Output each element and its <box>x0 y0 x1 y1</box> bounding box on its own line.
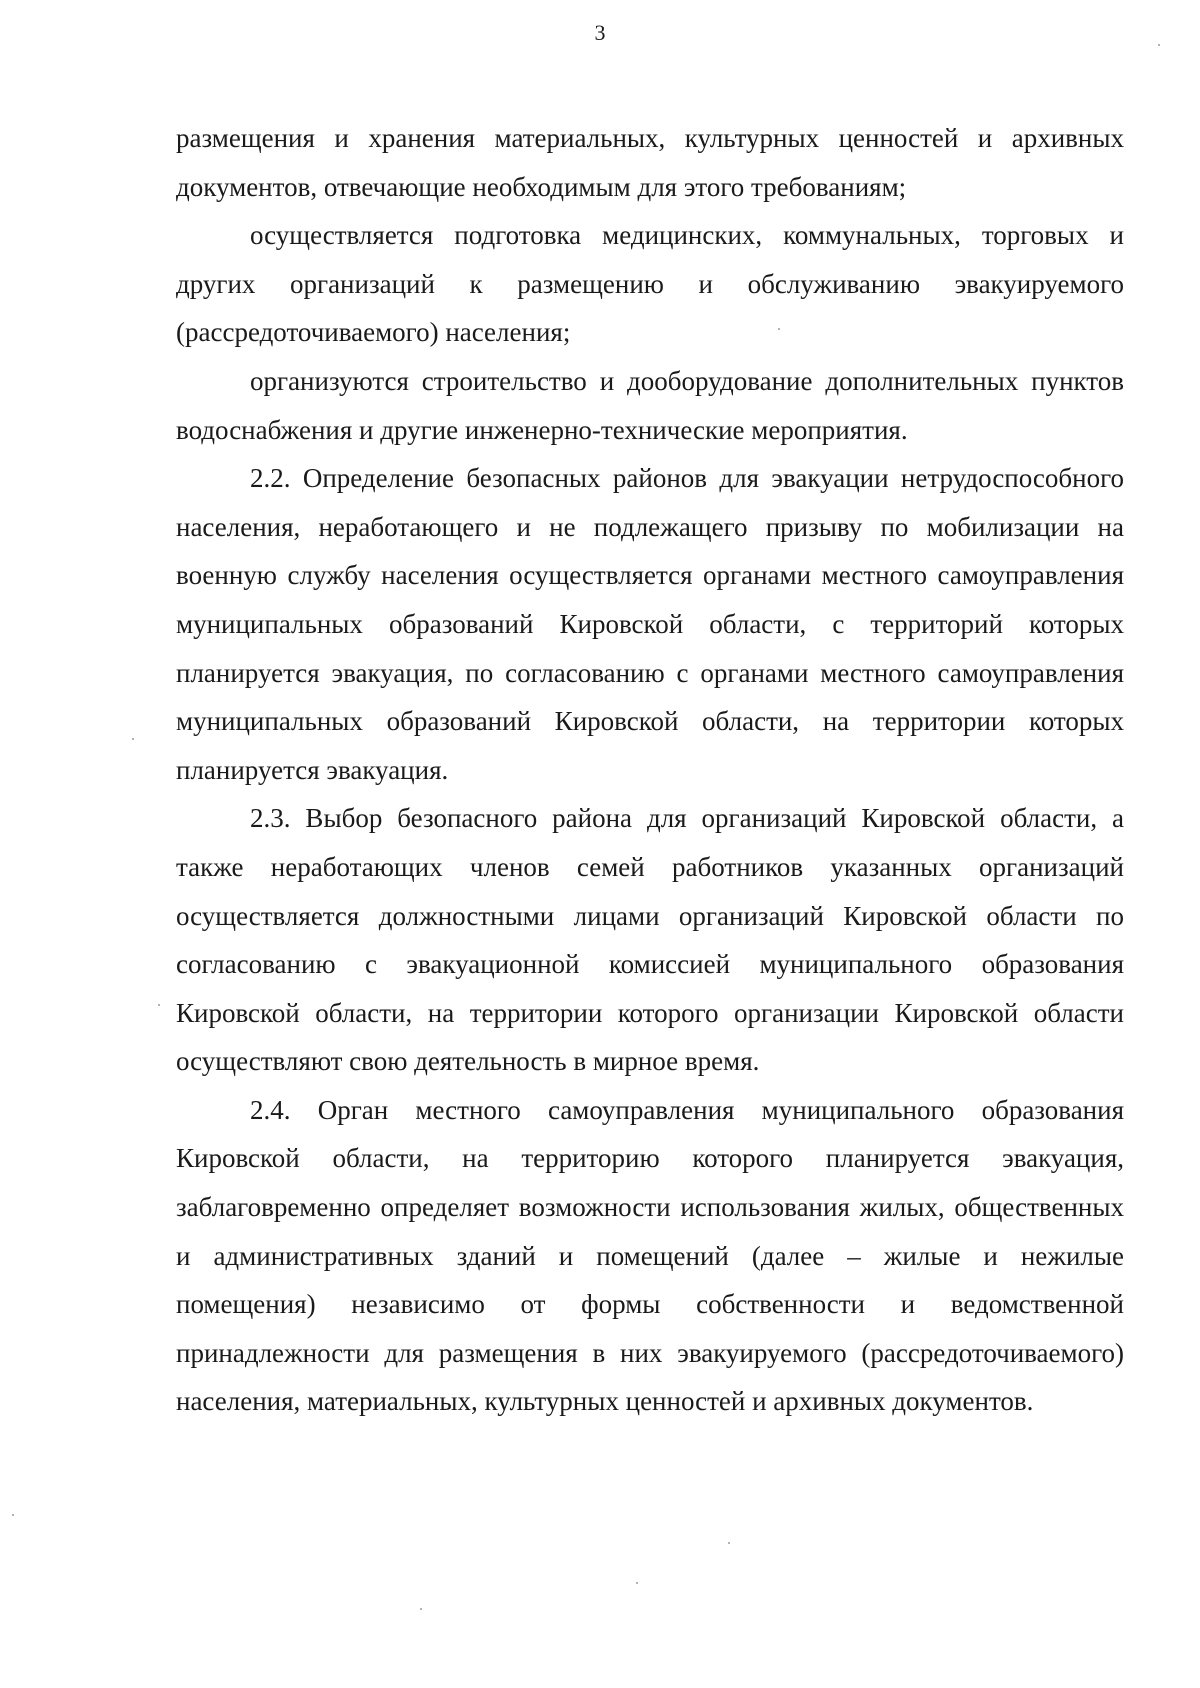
paragraph-water-supply: организуются строительство и дооборудование дополнительных пунктов водоснабжения и другие инженерно-технические мероприятия. <box>176 365 1124 445</box>
scan-speck <box>158 1004 160 1006</box>
paragraph-2-3: 2.3. Выбор безопасного района для организаций Кировской области, а также неработающих членов семей работников указанных организаций осуществляется должностными лицами организаций Кировской области по согласованию с эвакуационной комиссией муниципального образования Кировской области, на территории которого организации Кировской области осуществляют свою деятельность в мирное время. <box>176 803 1124 1077</box>
paragraph-2-4: 2.4. Орган местного самоуправления муниципального образования Кировской области, на территорию которого планируется эвакуация, заблаговременно определяет возможности использования жилых, общественных и административных зданий и помещений (далее – жилые и нежилые помещения) независимо от формы собственности и ведомственной принадлежности для размещения в них эвакуируемого (рассредоточиваемого) населения, материальных, культурных ценностей и архивных документов. <box>176 1094 1124 1417</box>
scan-speck <box>636 1582 638 1584</box>
scan-speck <box>420 1608 422 1610</box>
body-text <box>176 114 1124 1426</box>
scan-speck <box>12 1514 14 1516</box>
paragraph-2-2: 2.2. Определение безопасных районов для эвакуации нетрудоспособного населения, неработающего и не подлежащего призыву по мобилизации на военную службу населения осуществляется органами местного самоуправления муниципальных образований Кировской области, с территорий которых планируется эвакуация, по согласованию с органами местного самоуправления муниципальных образований Кировской области, на территории которых планируется эвакуация. <box>176 463 1124 785</box>
page-number: 3 <box>594 20 606 45</box>
paragraph-continuation: размещения и хранения материальных, культурных ценностей и архивных документов, отвечающие необходимым для этого требованиям; <box>176 123 1124 202</box>
scan-speck <box>1158 44 1160 46</box>
scan-speck <box>132 738 134 740</box>
scan-speck <box>728 1542 730 1544</box>
paragraph-medical-preparation: осуществляется подготовка медицинских, коммунальных, торговых и других организаций к размещению и обслуживанию эвакуируемого (рассредоточиваемого) населения; <box>176 220 1124 348</box>
scan-speck <box>778 328 780 330</box>
